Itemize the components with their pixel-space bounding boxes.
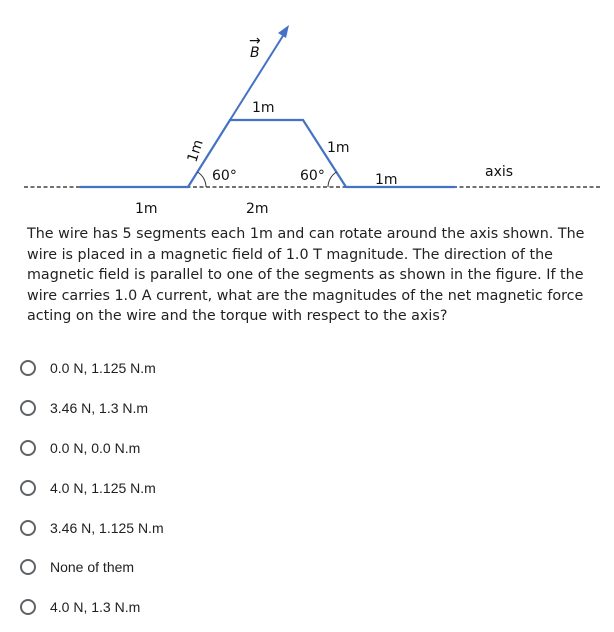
- answer-option-5[interactable]: [20, 517, 164, 539]
- label-left-diagonal: 1m: [184, 137, 207, 165]
- label-right-horizontal: 1m: [375, 172, 398, 188]
- label-right-diagonal: 1m: [327, 140, 350, 156]
- answer-option-3[interactable]: [20, 437, 140, 459]
- field-vector-label: B: [250, 45, 260, 61]
- magnetic-field-arrowhead: [278, 25, 289, 38]
- angle-arc-right: [328, 172, 337, 187]
- label-axis: axis: [485, 164, 514, 180]
- wire-diagram: [0, 0, 614, 222]
- radio-icon[interactable]: [20, 360, 36, 376]
- answer-option-2[interactable]: [20, 397, 148, 419]
- angle-arc-left: [198, 172, 207, 187]
- answer-option-6[interactable]: [20, 556, 134, 578]
- answer-option-4[interactable]: [20, 477, 156, 499]
- radio-icon[interactable]: [20, 480, 36, 496]
- radio-icon[interactable]: [20, 400, 36, 416]
- answer-option-label: 4.0 N, 1.3 N.m: [50, 599, 141, 615]
- radio-icon[interactable]: [20, 440, 36, 456]
- label-angle-left: 60°: [212, 168, 237, 184]
- answer-option-label: None of them: [50, 559, 135, 575]
- label-left-horizontal: 1m: [135, 201, 158, 217]
- answer-option-label: 3.46 N, 1.125 N.m: [50, 520, 164, 536]
- label-top-segment: 1m: [252, 100, 275, 116]
- label-angle-right: 60°: [300, 168, 325, 184]
- label-bottom-span: 2m: [246, 201, 269, 217]
- answer-option-7[interactable]: [20, 596, 140, 618]
- answer-option-label: 0.0 N, 0.0 N.m: [50, 440, 141, 456]
- radio-icon[interactable]: [20, 559, 36, 575]
- radio-icon[interactable]: [20, 599, 36, 615]
- answer-option-1[interactable]: [20, 357, 156, 379]
- field-vector-overarrow: →: [249, 33, 261, 49]
- question-text: The wire has 5 segments each 1m and can rotate around the axis shown. The wire is placed in a magnetic field of 1.0 T magnitude. The direction of the magnetic field is parallel to one of the segments as shown in the figure. If the wire carries 1.0 A current, what are the magnitudes of the net magnetic force acting on the wire and the torque with respect to the axis?: [27, 226, 585, 324]
- radio-icon[interactable]: [20, 520, 36, 536]
- answer-option-label: 3.46 N, 1.3 N.m: [50, 400, 149, 416]
- answer-option-label: 4.0 N, 1.125 N.m: [50, 480, 156, 496]
- answer-option-label: 0.0 N, 1.125 N.m: [50, 360, 156, 376]
